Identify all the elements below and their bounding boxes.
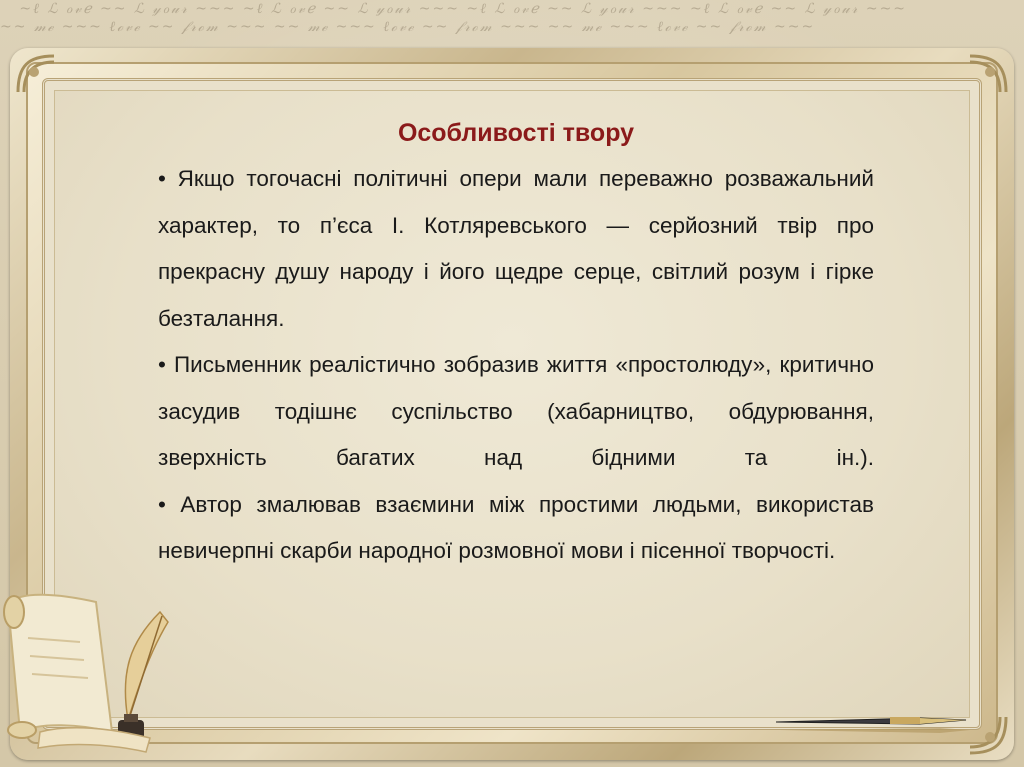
slide-body (158, 156, 874, 575)
bullet-paragraph: • Автор змалював взаємини між простими людьми, використав невичерпні скарби народної розмовної мови і пісенної творчості. (158, 491, 874, 563)
handwriting-texture: ~ℓ ℒ ℴ𝓋ℯ ~~ ℒ 𝓎ℴ𝓊𝓇 ~~~ ~ℓ ℒ ℴ𝓋ℯ ~~ ℒ 𝓎ℴ𝓊𝓇 ~~~ ~ℓ ℒ ℴ𝓋ℯ ~~ ℒ 𝓎ℴ𝓊𝓇 ~~~ ~ℓ ℒ ℴ𝓋ℯ ~~ ℒ 𝓎ℴ𝓊𝓇 ~~~ ~~ 𝓂ℯ ~~~ ℓℴ𝓋ℯ ~~ 𝒻𝓇ℴ𝓂 ~~~ ~~ 𝓂ℯ ~~~ ℓℴ𝓋ℯ ~~ 𝒻𝓇ℴ𝓂 ~~~ ~~ 𝓂ℯ ~~~ ℓℴ𝓋ℯ ~~ 𝒻𝓇ℴ𝓂 ~~~ (0, 1, 908, 35)
bullet-paragraph: • Письменник реалістично зобразив життя «простолюду», критично засудив тодішнє суспільство (хабарництво, обдурювання, зверхність багатих над бідними та ін.). (158, 352, 874, 470)
fountain-pen-icon (770, 700, 980, 740)
corner-ornament-icon (966, 52, 1010, 96)
slide-title: Особливості твору (397, 119, 635, 147)
corner-ornament-icon (14, 52, 58, 96)
scroll-quill-icon (0, 582, 175, 757)
bullet-paragraph: • Якщо тогочасні політичні опери мали переважно розважальний характер, то п’єса І. Котляревського — серйозний твір про прекрасну душу народу і його щедре серце, світлий розум і гірке безталання. (158, 166, 874, 331)
